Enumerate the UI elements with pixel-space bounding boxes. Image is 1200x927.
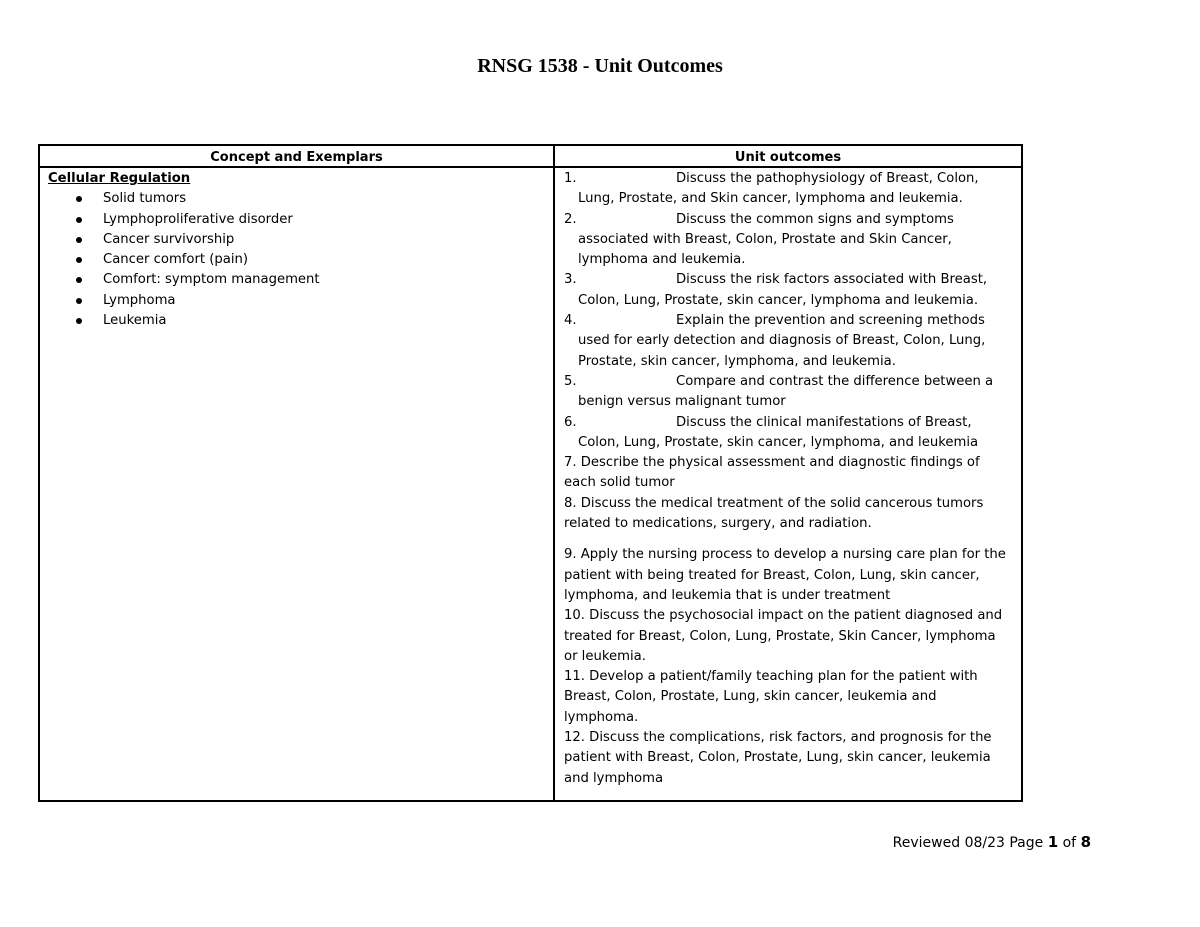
outcome-text: Explain the prevention and screening methods: [676, 313, 985, 329]
outcome-text: each solid tumor: [564, 475, 675, 491]
outcomes-column-header: Unit outcomes: [554, 145, 1022, 167]
outcome-text: used for early detection and diagnosis of Breast, Colon, Lung,: [578, 333, 986, 349]
outcome-item: [564, 169, 1013, 210]
outcome-item: [564, 372, 1013, 413]
outcome-text: Breast, Colon, Prostate, Lung, skin cancer, leukemia and: [564, 689, 937, 705]
exemplar-item: Comfort: symptom management: [48, 270, 549, 290]
outcome-text: and lymphoma: [564, 770, 664, 786]
outcome-text: Discuss the common signs and symptoms: [676, 211, 954, 227]
exemplar-item: Solid tumors: [48, 189, 549, 209]
outcome-item: [564, 210, 1013, 271]
outcome-item: [564, 270, 1013, 311]
current-page-number: 1: [1047, 833, 1059, 851]
exemplar-list: [48, 189, 549, 331]
reviewed-label: Reviewed 08/23 Page: [892, 835, 1044, 851]
outcome-number: 4.: [564, 313, 577, 329]
concept-title: Cellular Regulation: [48, 171, 191, 186]
outcome-text: 10. Discuss the psychosocial impact on the patient diagnosed and: [564, 608, 1003, 624]
concept-cell: [39, 167, 554, 801]
paragraph-gap: [564, 534, 1013, 545]
outcome-text: Discuss the risk factors associated with Breast,: [676, 272, 988, 288]
outcome-item: [564, 606, 1013, 667]
outcome-text: lymphoma.: [564, 709, 639, 725]
outcome-text: Colon, Lung, Prostate, skin cancer, lymphoma and leukemia.: [578, 292, 979, 308]
outcome-item: [564, 413, 1013, 454]
outcome-text: 9. Apply the nursing process to develop a nursing care plan for the: [564, 547, 1006, 563]
outcome-text: Prostate, skin cancer, lymphoma, and leukemia.: [578, 353, 896, 369]
page-footer: [893, 833, 1091, 851]
outcome-text: benign versus malignant tumor: [578, 394, 786, 410]
outcome-number: 2.: [564, 211, 577, 227]
outcome-item: [564, 728, 1013, 789]
table-header-row: [39, 145, 1022, 167]
outcome-item: [564, 494, 1013, 535]
outcome-text: 12. Discuss the complications, risk factors, and prognosis for the: [564, 730, 992, 746]
outcome-text: Discuss the clinical manifestations of Breast,: [676, 414, 972, 430]
outcome-text: 7. Describe the physical assessment and diagnostic findings of: [564, 455, 980, 471]
page-title: RNSG 1538 - Unit Outcomes: [477, 55, 723, 77]
exemplar-item: Lymphoma: [48, 291, 549, 311]
outcome-item: [564, 667, 1013, 728]
outcomes-cell: [554, 167, 1022, 801]
outcome-text: related to medications, surgery, and radiation.: [564, 516, 872, 532]
exemplar-item: Lymphoproliferative disorder: [48, 210, 549, 230]
total-pages-number: 8: [1080, 833, 1091, 851]
concept-column-header: Concept and Exemplars: [39, 145, 554, 167]
outcome-number: 5.: [564, 373, 577, 389]
outcome-text: Lung, Prostate, and Skin cancer, lymphoma and leukemia.: [578, 191, 963, 207]
table-row: [39, 167, 1022, 801]
exemplar-item: Cancer survivorship: [48, 230, 549, 250]
outcome-text: patient with being treated for Breast, Colon, Lung, skin cancer,: [564, 567, 980, 583]
outcome-text: 8. Discuss the medical treatment of the solid cancerous tumors: [564, 495, 984, 511]
unit-outcomes-table: [38, 144, 1023, 802]
exemplar-item: Leukemia: [48, 311, 549, 331]
page-of-label: of: [1062, 835, 1077, 851]
outcome-text: associated with Breast, Colon, Prostate and Skin Cancer,: [578, 231, 952, 247]
outcome-text: lymphoma and leukemia.: [578, 252, 746, 268]
outcome-item: [564, 453, 1013, 494]
outcome-item: [564, 311, 1013, 372]
outcome-text: Compare and contrast the difference between a: [676, 373, 994, 389]
outcome-text: or leukemia.: [564, 648, 646, 664]
outcome-text: Discuss the pathophysiology of Breast, Colon,: [676, 171, 979, 186]
outcome-number: 6.: [564, 414, 577, 430]
outcome-text: patient with Breast, Colon, Prostate, Lung, skin cancer, leukemia: [564, 750, 991, 766]
outcome-text: lymphoma, and leukemia that is under treatment: [564, 587, 891, 603]
outcome-number: 3.: [564, 272, 577, 288]
outcome-text: 11. Develop a patient/family teaching plan for the patient with: [564, 669, 978, 685]
outcome-item: [564, 545, 1013, 606]
outcome-text: treated for Breast, Colon, Lung, Prostate, Skin Cancer, lymphoma: [564, 628, 996, 644]
exemplar-item: Cancer comfort (pain): [48, 250, 549, 270]
outcome-number: 1.: [564, 171, 577, 186]
outcome-text: Colon, Lung, Prostate, skin cancer, lymphoma, and leukemia: [578, 434, 979, 450]
